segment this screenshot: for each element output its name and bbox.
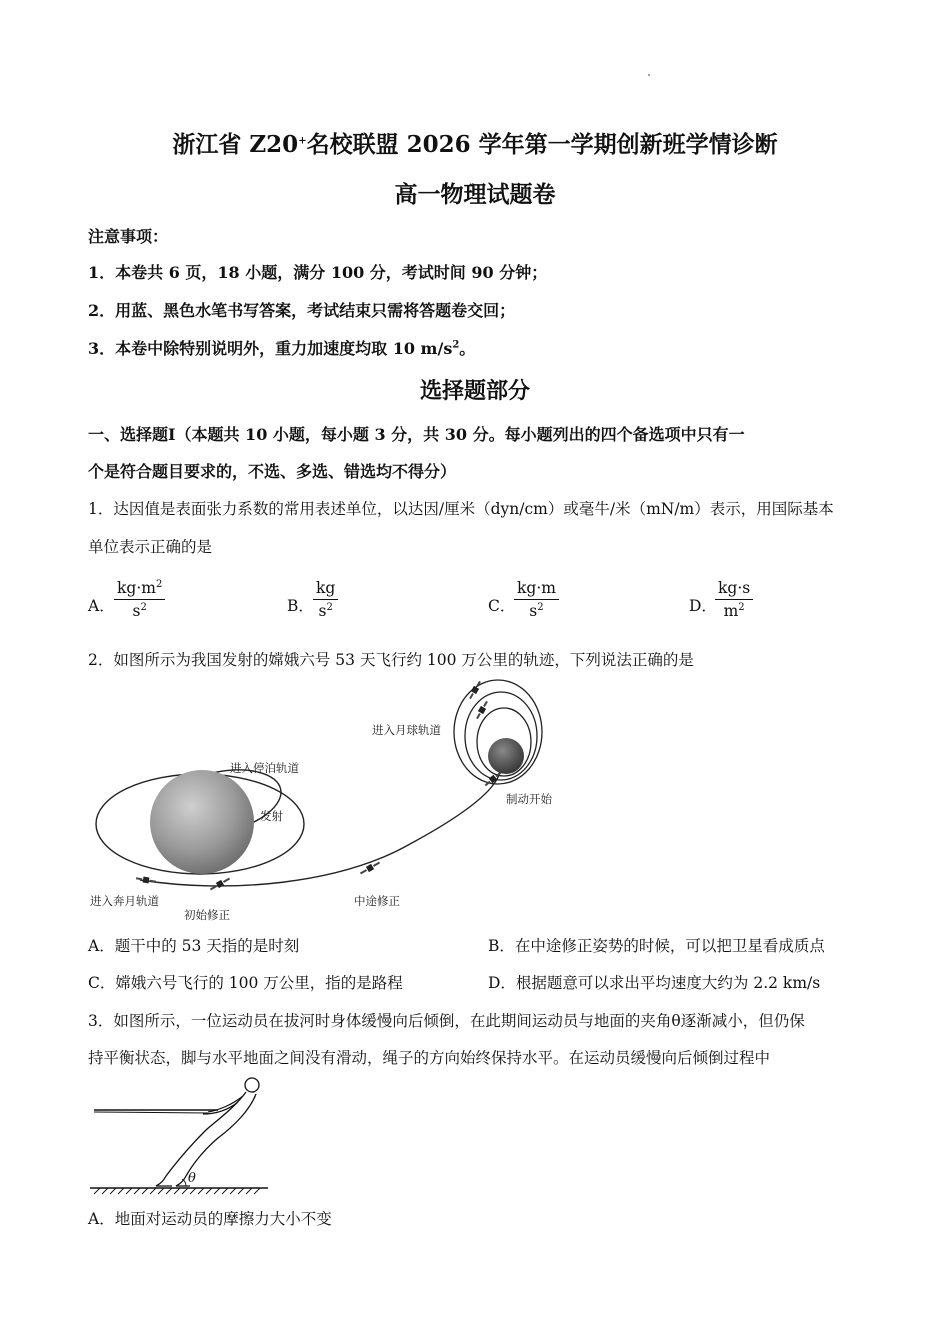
q3-stem-line1: 3．如图所示，一位运动员在拔河时身体缓慢向后倾倒，在此期间运动员与地面的夹角θ逐渐减小，但仍保 bbox=[88, 1012, 805, 1030]
q1-option-c-fraction: $\frac{kg\cdot m}{s^2}$ bbox=[514, 579, 559, 620]
notice-item-1: 1．本卷共 6 页，18 小题，满分 100 分，考试时间 90 分钟； bbox=[88, 263, 548, 282]
label-braking: 制动开始 bbox=[506, 792, 552, 806]
label-transfer-orbit: 进入奔月轨道 bbox=[90, 894, 159, 908]
satellite-icon-transfer bbox=[136, 875, 157, 884]
q2-option-b: B．在中途修正姿势的时候，可以把卫星看成质点 bbox=[488, 937, 825, 955]
rope-lower bbox=[94, 1112, 208, 1113]
label-launch: 发射 bbox=[260, 809, 283, 823]
q3-stem-line2: 持平衡状态，脚与水平地面之间没有滑动，绳子的方向始终保持水平。在运动员缓慢向后倾倒过程中 bbox=[88, 1049, 771, 1067]
q2-option-d: D．根据题意可以求出平均速度大约为 2.2 km/s bbox=[488, 974, 821, 992]
moon-icon bbox=[488, 738, 524, 774]
label-parking-orbit: 进入停泊轨道 bbox=[230, 761, 299, 775]
q1-option-a-fraction: $\frac{kg\cdot m^2}{s^2}$ bbox=[114, 579, 165, 620]
q1-stem-line2: 单位表示正确的是 bbox=[88, 538, 213, 556]
athlete-head bbox=[245, 1078, 259, 1092]
label-initial-correction: 初始修正 bbox=[184, 908, 230, 922]
tug-of-war-figure bbox=[88, 1072, 278, 1196]
ground-hatching bbox=[94, 1188, 260, 1194]
q2-option-a: A．题干中的 53 天指的是时刻 bbox=[88, 937, 300, 955]
q1-option-c-label: C． bbox=[488, 597, 516, 615]
earth-icon bbox=[150, 770, 254, 874]
notice-item-3: 3．本卷中除特别说明外，重力加速度均取 10 $m/s^2$。 bbox=[88, 339, 476, 358]
label-lunar-orbit: 进入月球轨道 bbox=[372, 723, 441, 737]
notice-item-2: 2．用蓝、黑色水笔书写答案，考试结束只需将答题卷交回； bbox=[88, 301, 516, 320]
q2-stem: 2．如图所示为我国发射的嫦娥六号 53 天飞行约 100 万公里的轨迹，下列说法正确的是 bbox=[88, 651, 694, 669]
exam-title: 浙江省 Z20+名校联盟 2026 学年第一学期创新班学情诊断 bbox=[172, 131, 778, 158]
q2-option-c: C．嫦娥六号飞行的 100 万公里，指的是路程 bbox=[88, 974, 403, 992]
q1-option-b-label: B． bbox=[287, 597, 314, 615]
q3-option-a: A．地面对运动员的摩擦力大小不变 bbox=[88, 1210, 332, 1228]
q1-option-d-label: D． bbox=[689, 597, 717, 615]
q1-option-b-fraction: $\frac{kg}{s^2}$ bbox=[313, 579, 338, 620]
chang-e-6-trajectory-figure bbox=[80, 672, 560, 924]
label-midcourse-correction: 中途修正 bbox=[354, 894, 400, 908]
section-instruction-1: 一、选择题Ⅰ（本题共 10 小题，每小题 3 分，共 30 分。每小题列出的四个备选项中只有一 bbox=[88, 425, 745, 444]
satellite-icon-initial bbox=[209, 876, 231, 892]
theta-label: θ bbox=[188, 1171, 196, 1186]
satellite-icon-lunar-top bbox=[467, 680, 482, 700]
athlete-back bbox=[186, 1094, 256, 1176]
q1-option-d-fraction: $\frac{kg\cdot s}{m^2}$ bbox=[715, 579, 753, 620]
section-title: 选择题部分 bbox=[419, 378, 530, 404]
notice-heading: 注意事项： bbox=[88, 227, 169, 246]
section-instruction-2: 个是符合题目要求的，不选、多选、错选均不得分） bbox=[88, 462, 457, 481]
q1-option-a-label: A． bbox=[88, 597, 115, 615]
athlete-arms bbox=[203, 1096, 243, 1114]
exam-subtitle: 高一物理试题卷 bbox=[394, 181, 556, 208]
q1-stem-line1: 1．达因值是表面张力系数的常用表述单位，以达因/厘米（dyn/cm）或毫牛/米（mN/m）表示，用国际基本 bbox=[88, 500, 834, 518]
scan-dot bbox=[648, 74, 650, 76]
